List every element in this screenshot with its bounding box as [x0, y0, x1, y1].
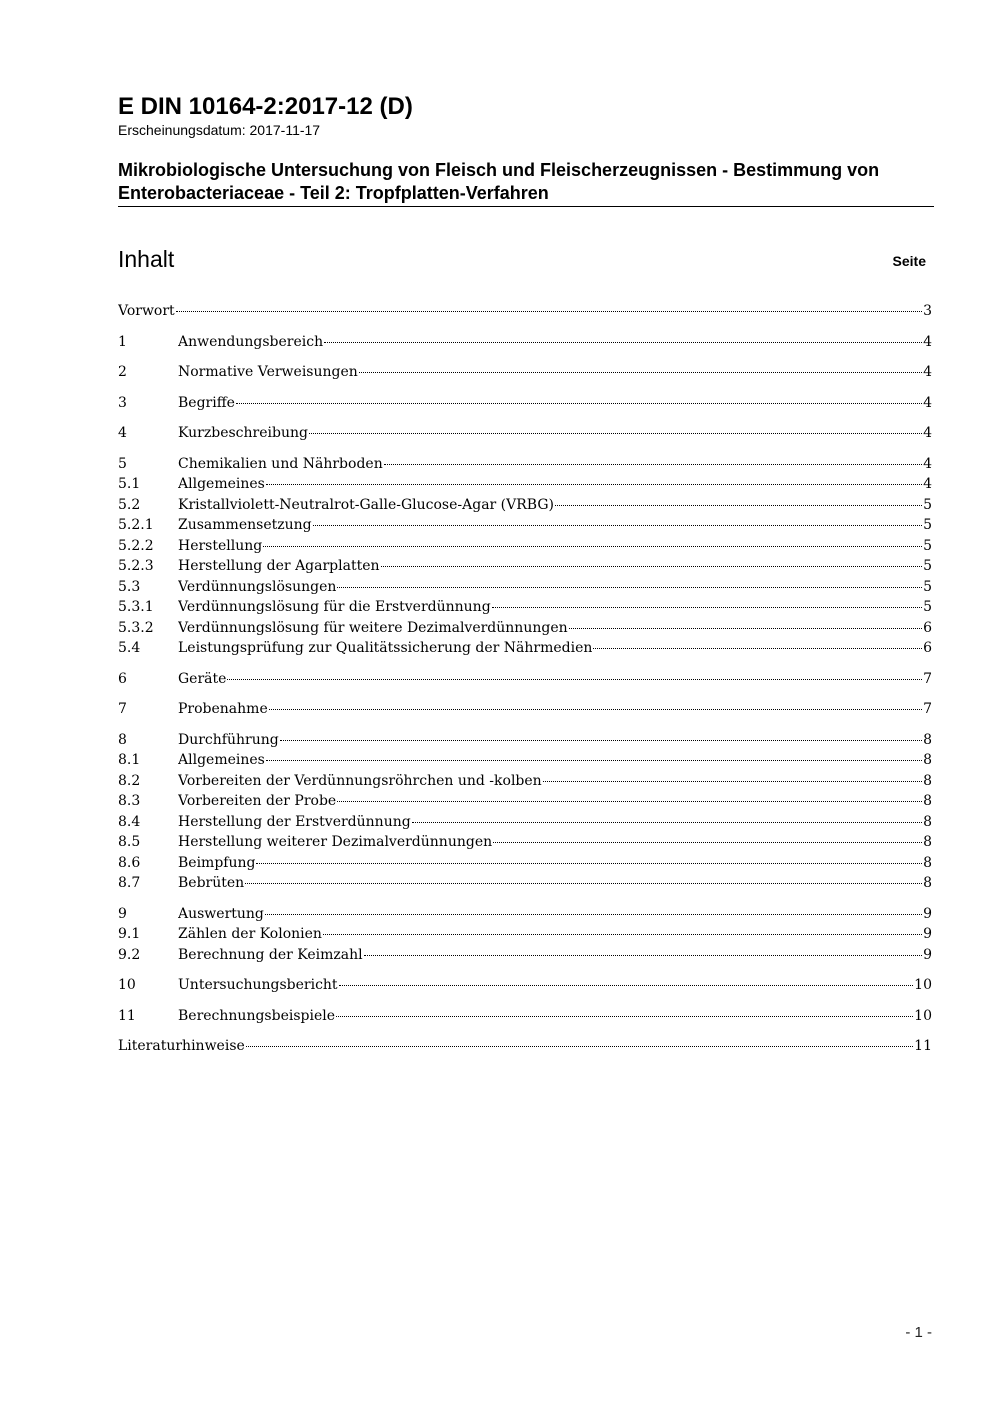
toc-entry[interactable]: [118, 791, 932, 812]
toc-entry-number: 10: [118, 977, 136, 993]
toc-entry[interactable]: [118, 474, 932, 495]
toc-dot-leader: [263, 546, 922, 547]
toc-entry-page: 8: [923, 875, 932, 891]
toc-entry-label: Leistungsprüfung zur Qualitätssicherung der Nährmedien: [178, 640, 593, 656]
toc-entry-number: 5.1: [118, 476, 141, 492]
toc-entry-page: 8: [923, 854, 932, 871]
toc-entry[interactable]: [118, 638, 932, 659]
toc-entry[interactable]: [118, 618, 932, 639]
toc-entry-label: Chemikalien und Nährboden: [178, 455, 383, 472]
toc-entry-page: 4: [923, 455, 932, 472]
toc-entry-label: Vorbereiten der Verdünnungsröhrchen und -kolben: [178, 772, 542, 789]
toc-entry-page: 3: [923, 303, 932, 319]
toc-entry[interactable]: [118, 393, 932, 414]
toc-entry-label: Zählen der Kolonien: [178, 926, 322, 942]
toc-entry-label: Herstellung: [178, 537, 263, 554]
toc-entry-page: 5: [923, 558, 932, 574]
toc-entry[interactable]: [118, 771, 932, 792]
toc-entry-page: 11: [914, 1038, 932, 1054]
toc-entry-page: 10: [914, 1007, 932, 1024]
toc-entry[interactable]: [118, 301, 932, 322]
toc-entry-number: 7: [118, 701, 127, 717]
toc-entry[interactable]: [118, 924, 932, 945]
toc-entry[interactable]: [118, 332, 932, 353]
toc-entry[interactable]: [118, 945, 932, 966]
toc-dot-leader: [227, 679, 922, 680]
toc-entry-page: 7: [923, 670, 932, 687]
toc-dot-leader: [266, 484, 922, 485]
toc-entry[interactable]: [118, 1036, 932, 1057]
toc-dot-leader: [384, 464, 922, 465]
toc-entry-number: 8.6: [118, 854, 141, 871]
toc-dot-leader: [555, 505, 922, 506]
toc-entry[interactable]: [118, 699, 932, 720]
toc-entry-page: 8: [923, 731, 932, 748]
toc-entry-label: Bebrüten: [178, 875, 245, 891]
toc-entry[interactable]: [118, 536, 932, 557]
toc-entry-page: 8: [923, 752, 932, 768]
toc-entry-label: Probenahme: [178, 701, 268, 717]
toc-entry[interactable]: [118, 556, 932, 577]
toc-dot-leader: [246, 1046, 913, 1047]
toc-entry-page: 4: [923, 333, 932, 350]
toc-entry-page: 6: [923, 640, 932, 656]
toc-entry-label: Herstellung weiterer Dezimalverdünnungen: [178, 834, 493, 850]
toc-entry[interactable]: [118, 904, 932, 925]
toc-dot-leader: [236, 403, 922, 404]
toc-entry[interactable]: [118, 853, 932, 874]
toc-entry-label: Allgemeines: [178, 476, 265, 492]
toc-entry-page: 5: [923, 496, 932, 513]
toc-dot-leader: [493, 842, 922, 843]
document-title: Mikrobiologische Untersuchung von Fleisch und Fleischerzeugnissen - Bestimmung von Enterobacteriaceae - Teil 2: Tropfplatten-Verfahren: [118, 160, 880, 203]
toc-entry-label: Berechnung der Keimzahl: [178, 946, 363, 963]
toc-entry[interactable]: [118, 362, 932, 383]
toc-entry[interactable]: [118, 832, 932, 853]
toc-entry-label: Berechnungsbeispiele: [178, 1007, 336, 1024]
toc-entry-number: 5: [118, 455, 127, 472]
toc-entry-label: Auswertung: [178, 905, 264, 922]
toc-dot-leader: [176, 311, 922, 312]
toc-entry-page: 4: [923, 476, 932, 492]
toc-entry-page: 8: [923, 834, 932, 850]
toc-entry-page: 6: [923, 619, 932, 636]
toc-entry-label: Herstellung der Agarplatten: [178, 558, 380, 574]
toc-entry-page: 5: [923, 537, 932, 554]
toc-entry-page: 4: [923, 364, 932, 380]
toc-dot-leader: [323, 934, 922, 935]
toc-dot-leader: [245, 883, 922, 884]
toc-entry-page: 8: [923, 793, 932, 809]
toc-entry-number: 8.1: [118, 752, 141, 768]
toc-dot-leader: [324, 342, 922, 343]
toc-entry[interactable]: [118, 423, 932, 444]
toc-entry[interactable]: [118, 975, 932, 996]
toc-entry-label: Geräte: [178, 670, 227, 687]
toc-entry-number: 5.2.1: [118, 517, 154, 533]
toc-entry-label: Begriffe: [178, 394, 235, 411]
toc-entry-label: Anwendungsbereich: [178, 333, 324, 350]
toc-dot-leader: [364, 955, 922, 956]
toc-dot-leader: [381, 566, 923, 567]
toc-entry-label: Durchführung: [178, 731, 279, 748]
toc-entry-label: Zusammensetzung: [178, 517, 312, 533]
toc-dot-leader: [266, 760, 922, 761]
toc-entry[interactable]: [118, 750, 932, 771]
toc-entry[interactable]: [118, 577, 932, 598]
toc-entry-label: Vorwort: [118, 303, 175, 319]
toc-entry-number: 5.2: [118, 496, 141, 513]
toc-dot-leader: [309, 433, 922, 434]
toc-entry-label: Verdünnungslösung für weitere Dezimalverdünnungen: [178, 619, 568, 636]
publication-date: Erscheinungsdatum: 2017-11-17: [118, 122, 321, 138]
toc-entry-number: 8.7: [118, 875, 141, 891]
toc-entry-number: 8.5: [118, 834, 141, 850]
toc-dot-leader: [339, 985, 914, 986]
toc-entry-page: 8: [923, 813, 932, 830]
toc-dot-leader: [543, 781, 922, 782]
toc-entry-number: 6: [118, 670, 127, 687]
toc-entry-label: Kristallviolett-Neutralrot-Galle-Glucose-Agar (VRBG): [178, 496, 554, 513]
toc-entry-label: Verdünnungslösung für die Erstverdünnung: [178, 599, 491, 615]
toc-entry-page: 9: [923, 926, 932, 942]
toc-entry-number: 1: [118, 333, 127, 350]
toc-entry-page: 5: [923, 578, 932, 595]
toc-entry-page: 8: [923, 772, 932, 789]
toc-entry-label: Normative Verweisungen: [178, 364, 358, 380]
toc-entry[interactable]: [118, 669, 932, 690]
toc-entry-number: 5.2.3: [118, 558, 154, 574]
toc-entry-label: Verdünnungslösungen: [178, 578, 337, 595]
toc-page-column-label: Seite: [892, 253, 926, 269]
toc-entry-page: 5: [923, 599, 932, 615]
toc-entry-number: 5.3.1: [118, 599, 154, 615]
toc-entry-number: 9: [118, 905, 127, 922]
toc-dot-leader: [280, 740, 922, 741]
toc-entry-number: 5.2.2: [118, 537, 154, 554]
title-divider: [118, 206, 934, 207]
toc-entry[interactable]: [118, 495, 932, 516]
toc-entry-number: 4: [118, 425, 127, 441]
toc-dot-leader: [569, 628, 922, 629]
table-of-contents: [118, 301, 932, 1057]
toc-entry-number: 8.3: [118, 793, 141, 809]
toc-entry[interactable]: [118, 812, 932, 833]
toc-dot-leader: [265, 914, 922, 915]
toc-entry-label: Untersuchungsbericht: [178, 977, 338, 993]
toc-entry-number: 5.3.2: [118, 619, 154, 636]
toc-dot-leader: [313, 525, 922, 526]
toc-entry[interactable]: [118, 1006, 932, 1027]
toc-entry-number: 9.1: [118, 926, 141, 942]
toc-entry-label: Literaturhinweise: [118, 1038, 245, 1054]
toc-entry-label: Allgemeines: [178, 752, 265, 768]
toc-entry-page: 4: [923, 394, 932, 411]
toc-entry-label: Beimpfung: [178, 854, 256, 871]
toc-entry-number: 8.2: [118, 772, 141, 789]
toc-entry[interactable]: [118, 515, 932, 536]
toc-dot-leader: [412, 822, 922, 823]
toc-entry-page: 9: [923, 905, 932, 922]
toc-entry-number: 9.2: [118, 946, 141, 963]
toc-dot-leader: [492, 607, 922, 608]
toc-entry[interactable]: [118, 454, 932, 475]
toc-dot-leader: [337, 801, 922, 802]
toc-dot-leader: [593, 648, 922, 649]
toc-entry-number: 5.3: [118, 578, 141, 595]
toc-entry-number: 5.4: [118, 640, 141, 656]
page-number: - 1 -: [905, 1324, 932, 1341]
document-id: E DIN 10164-2:2017-12 (D): [118, 93, 413, 120]
toc-entry[interactable]: [118, 873, 932, 894]
toc-dot-leader: [337, 587, 922, 588]
toc-entry-number: 2: [118, 364, 127, 380]
toc-entry[interactable]: [118, 597, 932, 618]
toc-entry[interactable]: [118, 730, 932, 751]
toc-entry-label: Vorbereiten der Probe: [178, 793, 337, 809]
toc-entry-page: 9: [923, 946, 932, 963]
toc-entry-page: 10: [914, 977, 932, 993]
toc-heading: Inhalt: [118, 246, 175, 272]
toc-entry-page: 4: [923, 425, 932, 441]
toc-entry-number: 3: [118, 394, 127, 411]
toc-entry-number: 8.4: [118, 813, 141, 830]
toc-dot-leader: [336, 1016, 913, 1017]
toc-entry-number: 11: [118, 1007, 136, 1024]
toc-entry-page: 5: [923, 517, 932, 533]
toc-dot-leader: [359, 372, 922, 373]
toc-entry-label: Kurzbeschreibung: [178, 425, 308, 441]
toc-dot-leader: [256, 863, 922, 864]
toc-dot-leader: [269, 709, 922, 710]
toc-entry-number: 8: [118, 731, 127, 748]
toc-entry-page: 7: [923, 701, 932, 717]
toc-entry-label: Herstellung der Erstverdünnung: [178, 813, 411, 830]
